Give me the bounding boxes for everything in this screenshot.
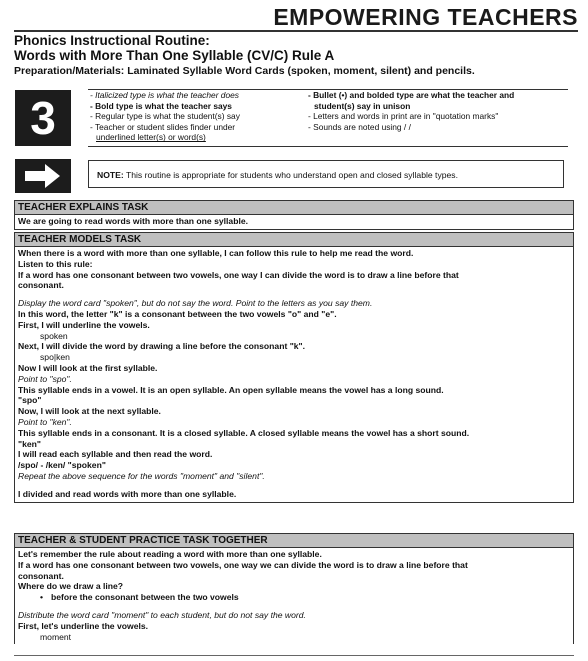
teacher-says: "ken" <box>18 438 41 449</box>
section-body <box>14 247 574 503</box>
title-line-1: Phonics Instructional Routine: <box>14 33 210 48</box>
legend-item: - Regular type is what the student(s) say <box>90 111 240 122</box>
legend-item: - Bullet (•) and bolded type are what the teacher and <box>308 90 515 100</box>
teacher-says: If a word has one consonant between two vowels, one way we can divide the word is to draw a line before that <box>18 559 468 570</box>
note-label: NOTE: <box>97 170 124 180</box>
teacher-says: In this word, the letter "k" is a consonant between the two vowels "o" and "e". <box>18 308 337 319</box>
section-practice-together <box>14 533 574 644</box>
teacher-says: Now, I will look at the next syllable. <box>18 406 161 417</box>
section-teacher-explains <box>14 200 574 230</box>
teacher-says: consonant. <box>18 570 64 581</box>
legend-item: student(s) say in unison <box>314 100 411 111</box>
section-heading: TEACHER MODELS TASK <box>14 232 574 247</box>
title-line-2: Words with More Than One Syllable (CV/C) Rule A <box>14 48 335 63</box>
legend-item: underlined letter(s) or word(s) <box>96 132 206 143</box>
teacher-says: We are going to read words with more than one syllable. <box>18 216 249 226</box>
unison-bullet: • before the consonant between the two vowels <box>18 592 570 603</box>
teacher-says: If a word has one consonant between two vowels, one way I can divide the word is to draw a line before that <box>18 269 459 280</box>
teacher-says: Next, I will divide the word by drawing a line before the consonant "k". <box>18 341 306 352</box>
legend-item: - Sounds are noted using / / <box>308 121 411 132</box>
banner-rule <box>14 30 578 32</box>
teacher-says: consonant. <box>18 280 64 291</box>
step-number-badge: 3 <box>15 90 71 146</box>
teacher-says: I divided and read words with more than one syllable. <box>18 488 237 499</box>
banner-title: EMPOWERING TEACHERS <box>273 4 578 30</box>
word-example: moment <box>40 631 72 642</box>
teacher-says: I will read each syllable and then read the word. <box>18 449 213 460</box>
teacher-does: Display the word card "spoken", but do not say the word. Point to the letters as you say them. <box>18 298 373 309</box>
teacher-does: Point to "ken". <box>18 416 72 427</box>
page-bottom-rule <box>14 655 574 656</box>
note-box <box>88 160 564 188</box>
section-heading: TEACHER & STUDENT PRACTICE TASK TOGETHER <box>14 533 574 548</box>
section-teacher-models <box>14 232 574 503</box>
legend-item: - Bold type is what the teacher says <box>90 100 232 111</box>
teacher-says: /spo/ - /ken/ "spoken" <box>18 460 106 471</box>
teacher-does: Point to "spo". <box>18 373 72 384</box>
legend-box <box>88 89 568 147</box>
legend-item: - Teacher or student slides finder under <box>90 121 236 132</box>
arrow-badge <box>15 159 71 193</box>
teacher-says: First, I will underline the vowels. <box>18 319 150 330</box>
legend-item: - Letters and words in print are in "quotation marks" <box>308 111 499 122</box>
section-body <box>14 548 574 644</box>
preparation-materials: Preparation/Materials: Laminated Syllable Word Cards (spoken, moment, silent) and pencils. <box>14 65 475 77</box>
teacher-says: This syllable ends in a vowel. It is an open syllable. An open syllable means the vowel has a long sound. <box>18 384 444 395</box>
legend-bottom-rule <box>88 146 568 147</box>
legend-column-1 <box>90 90 302 143</box>
section-body <box>14 215 574 230</box>
note-text: This routine is appropriate for students who understand open and closed syllable types. <box>123 170 458 180</box>
teacher-says: Listen to this rule: <box>18 258 93 269</box>
teacher-says: "spo" <box>18 395 42 406</box>
teacher-says: Where do we draw a line? <box>18 581 124 592</box>
section-heading: TEACHER EXPLAINS TASK <box>14 200 574 215</box>
teacher-does: Distribute the word card "moment" to each student, but do not say the word. <box>18 609 306 620</box>
legend-column-2 <box>308 90 570 132</box>
teacher-says: First, let's underline the vowels. <box>18 620 149 631</box>
right-arrow-icon <box>15 159 71 193</box>
word-example: spoken <box>40 330 68 341</box>
legend-item: - Italicized type is what the teacher does <box>90 90 239 100</box>
teacher-says: Let's remember the rule about reading a word with more than one syllable. <box>18 549 322 559</box>
teacher-says: When there is a word with more than one syllable, I can follow this rule to help me read the word. <box>18 248 414 258</box>
teacher-says: Now I will look at the first syllable. <box>18 362 158 373</box>
routine-title <box>14 33 334 63</box>
word-example: spo|ken <box>40 352 70 363</box>
teacher-says: This syllable ends in a consonant. It is a closed syllable. A closed syllable means the vowel has a short sound. <box>18 427 470 438</box>
teacher-does: Repeat the above sequence for the words "moment" and "silent". <box>18 470 265 481</box>
